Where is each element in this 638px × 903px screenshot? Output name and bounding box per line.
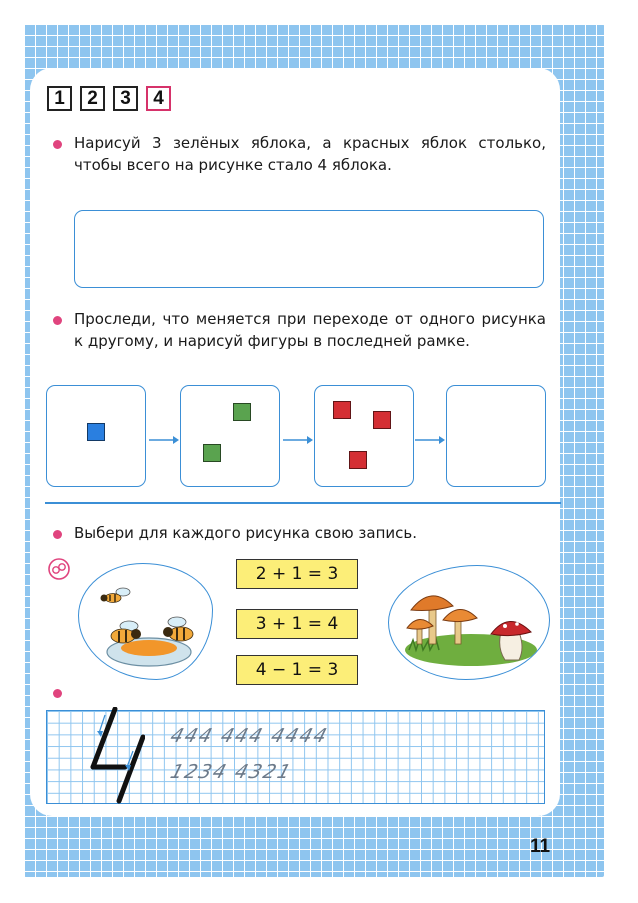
section-box-1[interactable]: 1	[47, 86, 72, 111]
red-square	[373, 411, 391, 429]
pattern-frame-3	[314, 385, 414, 487]
page-number: 11	[530, 836, 551, 857]
task3-bullet-icon	[53, 530, 62, 539]
task4-bullet-icon	[53, 689, 62, 698]
section-box-3[interactable]: 3	[113, 86, 138, 111]
handwriting-practice-grid[interactable]	[46, 710, 545, 804]
red-square	[349, 451, 367, 469]
red-square	[333, 401, 351, 419]
task1-answer-box[interactable]	[74, 210, 544, 288]
digit-four-sample	[85, 707, 145, 805]
mushrooms-illustration	[389, 566, 549, 679]
section-box-4[interactable]: 4	[146, 86, 171, 111]
copybook-row-1: 444 444 4444	[167, 725, 332, 747]
arrow-right-icon	[148, 434, 180, 446]
green-square	[203, 444, 221, 462]
equation-card-1[interactable]: 2 + 1 = 3	[236, 559, 358, 589]
pattern-frame-1	[46, 385, 146, 487]
equation-card-2[interactable]: 3 + 1 = 4	[236, 609, 358, 639]
task2-text: Проследи, что меняется при переходе от одного рисунка к другому, и нарисуй фигуры в последней рамке.	[74, 310, 546, 350]
copybook-row-2: 1234 4321	[167, 761, 295, 783]
arrow-right-icon	[414, 434, 446, 446]
arrow-right-icon	[282, 434, 314, 446]
section-number-boxes	[47, 86, 171, 111]
section-box-2[interactable]: 2	[80, 86, 105, 111]
task2-bullet-icon	[53, 316, 62, 325]
green-square	[233, 403, 251, 421]
equation-card-3[interactable]: 4 − 1 = 3	[236, 655, 358, 685]
pattern-frame-answer[interactable]	[446, 385, 546, 487]
task1-text: Нарисуй 3 зелёных яблока, а красных яблок столько, чтобы всего на рисунке стало 4 яблока.	[74, 134, 546, 174]
task1-bullet-icon	[53, 140, 62, 149]
pair-work-icon	[47, 557, 71, 581]
section-divider	[45, 502, 561, 504]
pattern-frame-2	[180, 385, 280, 487]
blue-square	[87, 423, 105, 441]
task3-text: Выбери для каждого рисунка свою запись.	[74, 524, 418, 542]
